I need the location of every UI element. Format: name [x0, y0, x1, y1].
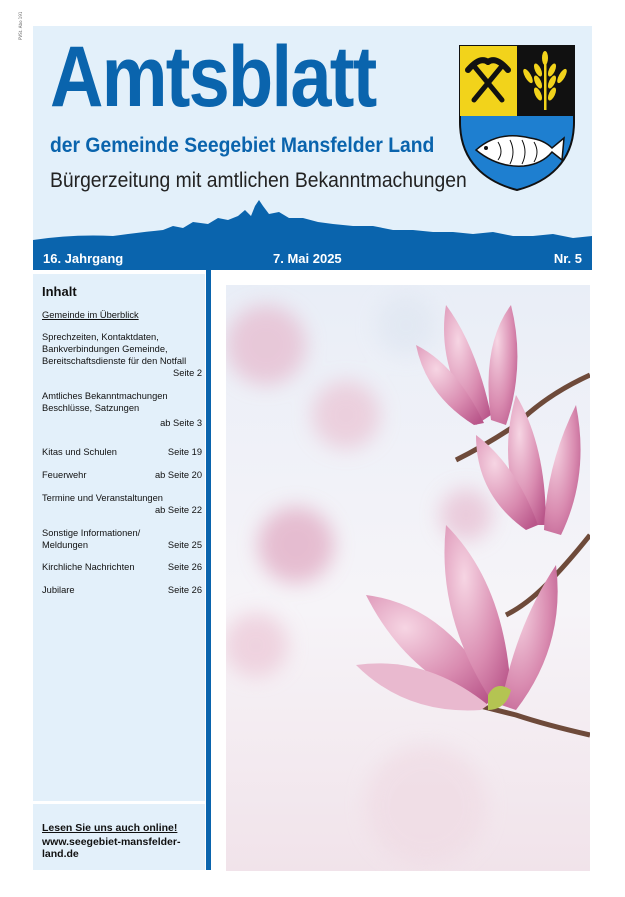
- toc-item-page: Seite 26: [167, 585, 202, 595]
- coat-of-arms-icon: [458, 44, 576, 192]
- toc-heading: Inhalt: [42, 284, 77, 299]
- toc-item[interactable]: [42, 469, 202, 481]
- issue-info-bar: [33, 247, 592, 270]
- toc-item-text: Termine und Veranstaltungen: [42, 493, 163, 503]
- toc-item[interactable]: [42, 561, 202, 573]
- online-box: [33, 804, 205, 870]
- issue-date: 7. Mai 2025: [273, 251, 342, 266]
- toc-item-text: Jubilare: [42, 585, 75, 595]
- toc-item[interactable]: [42, 309, 202, 321]
- toc-item-text: Sprechzeiten, Kontaktdaten, Bankverbindungen Gemeinde, Bereitschaftsdienste für den Notfall: [42, 332, 187, 366]
- toc-item[interactable]: [42, 446, 202, 458]
- table-of-contents: [33, 274, 205, 801]
- toc-item[interactable]: [42, 390, 202, 429]
- toc-item-text: Amtliches Bekanntmachungen Beschlüsse, Satzungen: [42, 391, 168, 413]
- toc-item-text: Kitas und Schulen: [42, 447, 117, 457]
- issue-number: Nr. 5: [553, 251, 582, 266]
- toc-item-page: Seite 26: [167, 562, 202, 572]
- toc-item-page: Seite 2: [173, 368, 202, 378]
- toc-item-text: Sonstige Informationen/ Meldungen: [42, 528, 141, 550]
- toc-item-text: Kirchliche Nachrichten: [42, 562, 135, 572]
- toc-item[interactable]: [42, 492, 202, 516]
- masthead-subtitle: der Gemeinde Seegebiet Mansfelder Land: [50, 134, 435, 157]
- toc-item-page: ab Seite 3: [160, 418, 202, 428]
- online-heading: Lesen Sie uns auch online!: [42, 822, 178, 834]
- toc-item[interactable]: [42, 527, 202, 551]
- toc-item-text: Gemeinde im Überblick: [42, 310, 139, 320]
- toc-item-text-wrap: [42, 527, 152, 551]
- toc-item-text: Feuerwehr: [42, 470, 87, 480]
- toc-item-page: ab Seite 20: [154, 470, 202, 480]
- website-link[interactable]: www.seegebiet-mansfelder-land.de: [42, 836, 181, 860]
- toc-item[interactable]: [42, 331, 202, 379]
- toc-item-page: Seite 25: [167, 540, 202, 550]
- toc-item-page: Seite 19: [167, 447, 202, 457]
- volume-label: 16. Jahrgang: [43, 251, 124, 266]
- magnolia-photo: [226, 285, 590, 871]
- toc-item[interactable]: [42, 584, 202, 596]
- town-skyline: [33, 196, 592, 248]
- masthead-title: Amtsblatt: [50, 29, 376, 125]
- postal-code: PVSt. Abo 191: [18, 11, 23, 40]
- toc-item-page: ab Seite 22: [154, 505, 202, 515]
- masthead-tagline: Bürgerzeitung mit amtlichen Bekanntmachungen: [50, 169, 467, 192]
- vertical-divider: [206, 270, 211, 870]
